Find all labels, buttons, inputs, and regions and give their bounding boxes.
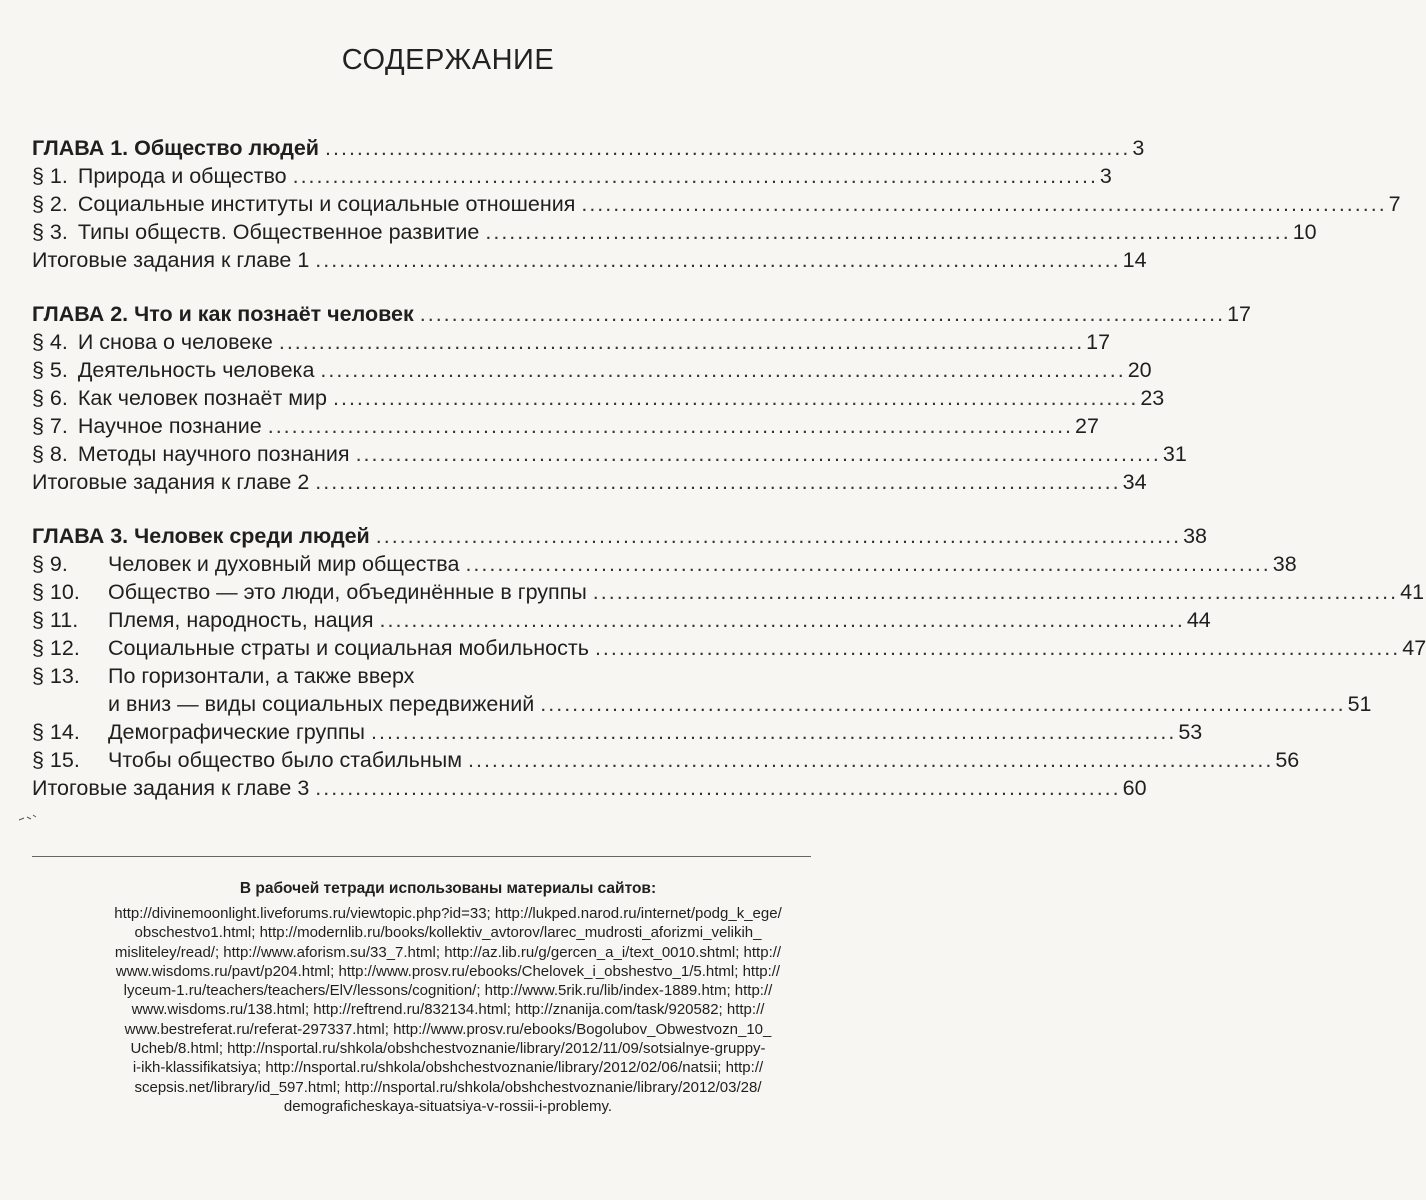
section-title: Природа и общество bbox=[77, 164, 287, 188]
chapter-title: ГЛАВА 1. Общество людей bbox=[32, 136, 320, 160]
section-title: Типы обществ. Общественное развитие bbox=[77, 220, 480, 244]
section-number: § 9. bbox=[32, 552, 68, 576]
section-title: По горизонтали, а также вверх bbox=[108, 664, 415, 688]
section-number: § 2. bbox=[32, 192, 68, 216]
page-number: 34 bbox=[1122, 470, 1147, 494]
page-number: 56 bbox=[1275, 748, 1300, 772]
toc-item[interactable] bbox=[32, 440, 1187, 468]
leader-dots: ..................................................................................................... bbox=[325, 136, 1131, 160]
leader-dots: ..................................................................................................... bbox=[315, 776, 1121, 800]
leader-dots: ..................................................................................................... bbox=[315, 248, 1121, 272]
leader-dots: ..................................................................................................... bbox=[355, 442, 1161, 466]
toc-item[interactable] bbox=[32, 218, 1317, 246]
toc-chapter-2[interactable] bbox=[32, 300, 1251, 328]
toc-item[interactable] bbox=[32, 718, 1203, 746]
page-number: 3 bbox=[1099, 164, 1112, 188]
page-number: 31 bbox=[1162, 442, 1187, 466]
section-number: § 10. bbox=[32, 580, 80, 604]
section-number: § 12. bbox=[32, 636, 80, 660]
toc-summary[interactable] bbox=[32, 468, 1147, 496]
chapter-title: ГЛАВА 3. Человек среди людей bbox=[32, 524, 370, 548]
page-number: 17 bbox=[1227, 302, 1251, 326]
section-title: Чтобы общество было стабильным bbox=[108, 748, 462, 772]
section-number: § 13. bbox=[32, 664, 80, 688]
sources-heading: В рабочей тетради использованы материалы сайтов: bbox=[239, 880, 657, 897]
page-number: 41 bbox=[1400, 580, 1425, 604]
leader-dots: ..................................................................................................... bbox=[419, 302, 1226, 326]
page-number: 20 bbox=[1127, 358, 1152, 382]
section-title: Племя, народность, нация bbox=[108, 608, 374, 632]
page-number: 27 bbox=[1075, 414, 1099, 438]
page-number: 38 bbox=[1183, 524, 1207, 548]
leader-dots: ..................................................................................................... bbox=[278, 330, 1085, 354]
section-number: § 3. bbox=[32, 220, 68, 244]
pencil-mark-icon bbox=[18, 812, 40, 822]
section-number: § 6. bbox=[32, 386, 68, 410]
summary-title: Итоговые задания к главе 3 bbox=[32, 776, 310, 800]
leader-dots: ..................................................................................................... bbox=[267, 414, 1074, 438]
toc-chapter-1[interactable] bbox=[32, 134, 1145, 162]
leader-dots: ..................................................................................................... bbox=[540, 692, 1346, 716]
page-number: 10 bbox=[1292, 220, 1317, 244]
section-title: Деятельность человека bbox=[77, 358, 315, 382]
toc-item-continued[interactable] bbox=[32, 690, 1372, 718]
page-number: 17 bbox=[1086, 330, 1111, 354]
leader-dots: ..................................................................................................... bbox=[465, 552, 1271, 576]
section-title: Социальные страты и социальная мобильность bbox=[108, 636, 589, 660]
section-title: Как человек познаёт мир bbox=[77, 386, 328, 410]
page-number: 51 bbox=[1347, 692, 1372, 716]
page-number: 60 bbox=[1122, 776, 1147, 800]
leader-dots: ..................................................................................................... bbox=[379, 608, 1185, 632]
section-number: § 4. bbox=[32, 330, 68, 354]
leader-dots: ..................................................................................................... bbox=[581, 192, 1387, 216]
toc-summary[interactable] bbox=[32, 774, 1147, 802]
page-number: 47 bbox=[1402, 636, 1426, 660]
toc-item[interactable] bbox=[32, 578, 1425, 606]
section-title: Общество — это люди, объединённые в группы bbox=[108, 580, 587, 604]
toc-item[interactable] bbox=[32, 328, 1111, 356]
leader-dots: ..................................................................................................... bbox=[320, 358, 1126, 382]
chapter-title: ГЛАВА 2. Что и как познаёт человек bbox=[32, 302, 414, 326]
leader-dots: ..................................................................................................... bbox=[485, 220, 1291, 244]
divider bbox=[32, 856, 811, 857]
toc-item[interactable] bbox=[32, 634, 1426, 662]
toc-item[interactable] bbox=[32, 162, 1112, 190]
spacer bbox=[32, 274, 808, 300]
toc-chapter-3[interactable] bbox=[32, 522, 1207, 550]
section-number: § 15. bbox=[32, 748, 80, 772]
leader-dots: ..................................................................................................... bbox=[333, 386, 1139, 410]
toc-item[interactable] bbox=[32, 412, 1099, 440]
leader-dots: ..................................................................................................... bbox=[594, 636, 1401, 660]
section-number: § 14. bbox=[32, 720, 80, 744]
section-title: Человек и духовный мир общества bbox=[108, 552, 460, 576]
page-number: 3 bbox=[1132, 136, 1145, 160]
page-number: 23 bbox=[1140, 386, 1165, 410]
section-number: § 11. bbox=[32, 608, 79, 632]
leader-dots: ..................................................................................................... bbox=[371, 720, 1177, 744]
section-number: § 1. bbox=[32, 164, 68, 188]
page-number: 38 bbox=[1272, 552, 1297, 576]
spacer bbox=[32, 496, 808, 522]
page-number: 44 bbox=[1186, 608, 1211, 632]
section-title: Социальные институты и социальные отношения bbox=[77, 192, 576, 216]
page-number: 7 bbox=[1388, 192, 1401, 216]
leader-dots: ..................................................................................................... bbox=[292, 164, 1098, 188]
leader-dots: ..................................................................................................... bbox=[468, 748, 1274, 772]
summary-title: Итоговые задания к главе 2 bbox=[32, 470, 310, 494]
section-title: Демографические группы bbox=[108, 720, 366, 744]
sources-list: http://divinemoonlight.liveforums.ru/viewtopic.php?id=33; http://lukped.narod.ru/internet/podg_k_ege/ obschestvo1.html; http://modernlib.ru/books/kollektiv_avtorov/larec_mudrosti_aforizmi_velikih_ misliteley/read/; http://www.aforism.su/33_7.html; http://az.lib.ru/g/gercen_a_i/text_0010.shtml; http:// www.wisdoms.ru/pavt/p204.html; http://www.prosv.ru/ebooks/Chelovek_i_obshestvo_1/5.html; http:// lyceum-1.ru/teachers/teachers/ElV/lessons/cognition/; http://www.5rik.ru/lib/index-1889.htm; http:// www.wisdoms.ru/138.html; http://reftrend.ru/832134.html; http://znanija.com/task/920582; http:// www.bestreferat.ru/referat-297337.html; http://www.prosv.ru/ebooks/Bogolubov_Obwestvozn_10_ Ucheb/8.html; http://nsportal.ru/shkola/obshchestvoznanie/library/2012/11/09/sotsialnye-gruppy- i-ikh-klassifikatsiya; http://nsportal.ru/shkola/obshchestvoznanie/library/2012/02/06/natsii; http:// scepsis.net/library/id_597.html; http://nsportal.ru/shkola/obshchestvoznanie/library/2012/03/28/ demograficheskaya-situatsiya-v-rossii-i-problemy. bbox=[114, 905, 782, 1115]
section-title: Научное познание bbox=[77, 414, 262, 438]
toc-item[interactable] bbox=[32, 384, 1165, 412]
leader-dots: ..................................................................................................... bbox=[375, 524, 1182, 548]
toc-summary[interactable] bbox=[32, 246, 1147, 274]
summary-title: Итоговые задания к главе 1 bbox=[32, 248, 310, 272]
toc-item[interactable] bbox=[32, 190, 1401, 218]
leader-dots: ..................................................................................................... bbox=[315, 470, 1121, 494]
page-title: СОДЕРЖАНИЕ bbox=[341, 44, 555, 76]
toc-item[interactable] bbox=[32, 746, 1300, 774]
section-title-continued: и вниз — виды социальных передвижений bbox=[108, 692, 535, 716]
leader-dots: ..................................................................................................... bbox=[592, 580, 1399, 604]
section-title: Методы научного познания bbox=[77, 442, 350, 466]
page-number: 14 bbox=[1122, 248, 1147, 272]
table-of-contents bbox=[32, 134, 1426, 802]
toc-item[interactable] bbox=[32, 356, 1152, 384]
section-number: § 8. bbox=[32, 442, 68, 466]
section-number: § 7. bbox=[32, 414, 68, 438]
section-title: И снова о человеке bbox=[77, 330, 273, 354]
toc-item[interactable] bbox=[32, 550, 1297, 578]
page-number: 53 bbox=[1178, 720, 1203, 744]
section-number: § 5. bbox=[32, 358, 68, 382]
toc-item[interactable] bbox=[32, 662, 808, 690]
toc-item[interactable] bbox=[32, 606, 1211, 634]
